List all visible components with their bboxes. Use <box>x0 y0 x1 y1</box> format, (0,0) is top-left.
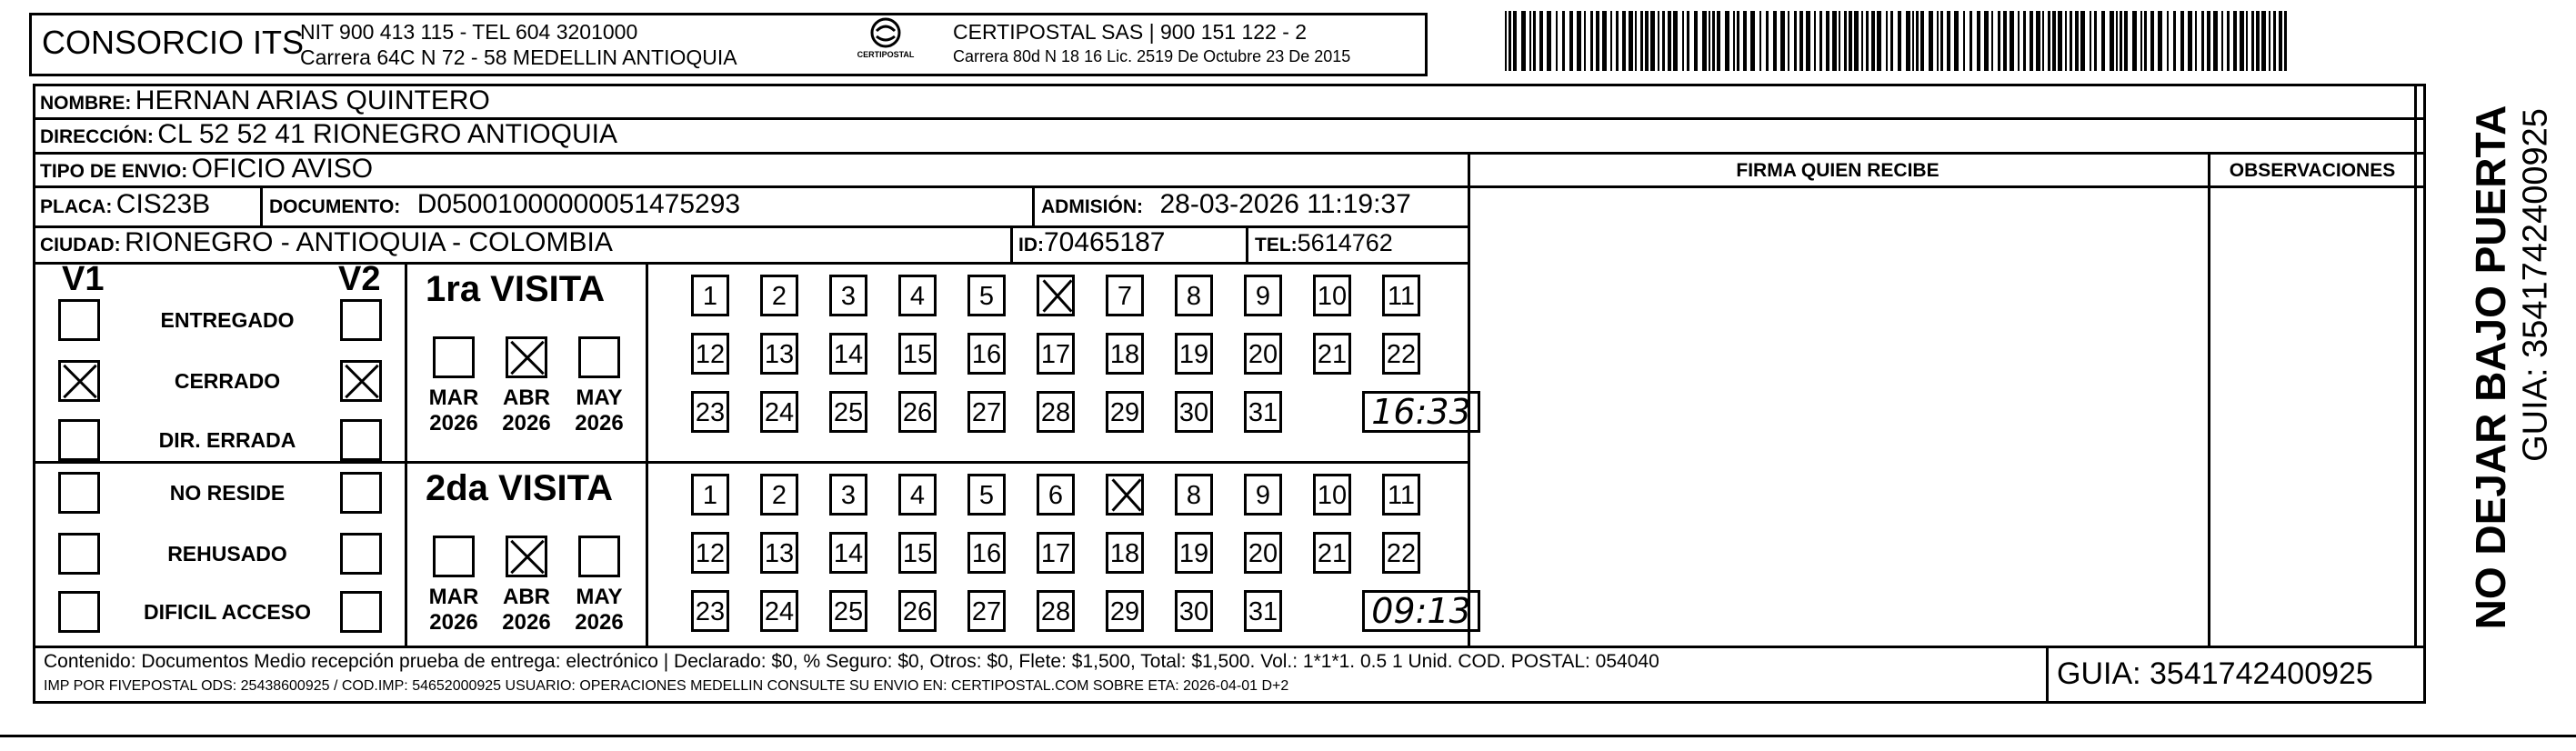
month-checkbox[interactable] <box>578 336 620 378</box>
barcode-bar <box>1556 11 1558 71</box>
month-label <box>422 585 486 636</box>
tipo-value: OFICIO AVISO <box>191 154 374 184</box>
month-name: ABR <box>503 386 550 410</box>
barcode-bar <box>2240 11 2244 71</box>
barcode-bar <box>2207 11 2210 71</box>
month-year: 2026 <box>575 411 624 436</box>
day-box[interactable]: 10 <box>1313 474 1351 516</box>
day-box[interactable]: 8 <box>1175 275 1213 316</box>
day-box[interactable]: 17 <box>1037 333 1075 375</box>
v2-checkbox[interactable] <box>340 472 382 514</box>
day-box[interactable]: 13 <box>760 333 798 375</box>
barcode-bar <box>1529 11 1531 71</box>
barcode-bar <box>2144 11 2147 71</box>
day-box[interactable]: 15 <box>898 333 937 375</box>
v2-checkbox[interactable] <box>340 533 382 575</box>
barcode-bar <box>2213 11 2218 71</box>
documento-value: D05001000000051475293 <box>416 189 741 219</box>
day-box[interactable]: 30 <box>1175 391 1213 433</box>
day-box[interactable]: 2 <box>760 275 798 316</box>
month-year: 2026 <box>502 610 551 635</box>
day-box[interactable]: 1 <box>691 275 729 316</box>
barcode-bar <box>1937 11 1939 71</box>
barcode-bar <box>1984 11 1989 71</box>
barcode <box>1505 11 2287 71</box>
day-box[interactable]: 25 <box>829 391 867 433</box>
v1-checkbox[interactable] <box>58 472 100 514</box>
barcode-bar <box>1584 11 1586 71</box>
day-box[interactable]: 27 <box>967 391 1006 433</box>
barcode-bar <box>2132 11 2137 71</box>
barcode-bar <box>1780 11 1785 71</box>
barcode-bar <box>1596 11 1599 71</box>
barcode-bar <box>2279 11 2282 71</box>
v2-checkbox[interactable] <box>340 419 382 461</box>
v1-checkbox[interactable] <box>58 299 100 341</box>
barcode-bar <box>1871 11 1875 71</box>
barcode-bar <box>1890 11 1893 71</box>
day-box[interactable]: 12 <box>691 532 729 574</box>
day-box[interactable]: 30 <box>1175 590 1213 632</box>
documento-row <box>269 189 740 220</box>
barcode-bar <box>1814 11 1816 71</box>
month-label <box>567 585 631 636</box>
tel-row <box>1255 229 1393 257</box>
barcode-bar <box>1539 11 1543 71</box>
month-checkbox[interactable] <box>433 536 475 577</box>
barcode-bar <box>2036 11 2040 71</box>
barcode-bar <box>2124 11 2128 71</box>
barcode-bar <box>1844 11 1847 71</box>
v2-label: V2 <box>338 260 381 298</box>
footer-guia: GUIA: 3541742400925 <box>2057 656 2373 691</box>
barcode-bar <box>2261 11 2266 71</box>
tel-label: TEL: <box>1255 235 1298 255</box>
day-box[interactable]: 18 <box>1106 333 1144 375</box>
v2-checkbox[interactable] <box>340 299 382 341</box>
day-box[interactable]: 23 <box>691 391 729 433</box>
month-checkbox[interactable] <box>578 536 620 577</box>
day-box[interactable]: 8 <box>1175 474 1213 516</box>
placa-row <box>40 189 210 220</box>
barcode-bar <box>2058 11 2062 71</box>
month-name: ABR <box>503 585 550 609</box>
barcode-bar <box>2048 11 2050 71</box>
barcode-bar <box>1650 11 1655 71</box>
ciudad-value: RIONEGRO - ANTIOQUIA - COLOMBIA <box>125 227 613 257</box>
day-box[interactable]: 15 <box>898 532 937 574</box>
month-name: MAR <box>428 585 479 609</box>
barcode-bar <box>1640 11 1643 71</box>
visit-time: 09:13 <box>1362 590 1480 632</box>
address-line: Carrera 64C N 72 - 58 MEDELLIN ANTIOQUIA <box>300 45 737 69</box>
barcode-bar <box>2094 11 2097 71</box>
ciudad-row <box>40 227 613 258</box>
day-box[interactable] <box>1037 275 1075 316</box>
barcode-bar <box>1819 11 1822 71</box>
status-label: CERRADO <box>174 369 281 393</box>
barcode-bar <box>2075 11 2079 71</box>
v1-checkbox[interactable] <box>58 419 100 461</box>
tel-value: 5614762 <box>1297 229 1393 256</box>
day-box[interactable]: 4 <box>898 474 937 516</box>
barcode-bar <box>1712 11 1715 71</box>
day-box[interactable]: 17 <box>1037 532 1075 574</box>
nombre-row <box>40 85 490 116</box>
barcode-bar <box>1773 11 1777 71</box>
day-box[interactable]: 27 <box>967 590 1006 632</box>
day-box[interactable]: 31 <box>1244 590 1282 632</box>
direccion-value: CL 52 52 41 RIONEGRO ANTIOQUIA <box>157 119 618 149</box>
observaciones-header: OBSERVACIONES <box>2229 160 2396 181</box>
barcode-bar <box>1839 11 1840 71</box>
barcode-bar <box>1766 11 1769 71</box>
day-box[interactable]: 12 <box>691 333 729 375</box>
certipostal-logo <box>853 16 918 62</box>
barcode-bar <box>2246 11 2248 71</box>
barcode-bar <box>2003 11 2007 71</box>
barcode-bar <box>2251 11 2254 71</box>
barcode-bar <box>1799 11 1803 71</box>
barcode-bar <box>1569 11 1573 71</box>
barcode-bar <box>1998 11 2000 71</box>
barcode-bar <box>1702 11 1707 71</box>
day-box[interactable]: 3 <box>829 474 867 516</box>
day-box[interactable]: 16 <box>967 532 1006 574</box>
barcode-bar <box>1743 11 1747 71</box>
barcode-bar <box>1610 11 1612 71</box>
v1-label: V1 <box>62 260 105 298</box>
barcode-bar <box>1806 11 1810 71</box>
footer-imp: IMP POR FIVEPOSTAL ODS: 25438600925 / COD.IMP: 54652000925 USUARIO: OPERACIONES MEDELLIN CONSULTE SU ENVIO EN: CERTIPOSTAL.COM SOBRE ETA: 2026-04-01 D+2 <box>44 678 1289 694</box>
day-box[interactable]: 9 <box>1244 275 1282 316</box>
barcode-bar <box>2221 11 2223 71</box>
barcode-bar <box>1737 11 1739 71</box>
barcode-bar <box>1682 11 1684 71</box>
logo-caption: CERTIPOSTAL <box>857 50 915 59</box>
day-box[interactable]: 23 <box>691 590 729 632</box>
barcode-bar <box>2042 11 2044 71</box>
visit-title: 1ra VISITA <box>426 269 606 309</box>
barcode-bar <box>2030 11 2033 71</box>
barcode-bar <box>1562 11 1565 71</box>
barcode-bar <box>2120 11 2122 71</box>
barcode-bar <box>2018 11 2020 71</box>
barcode-bar <box>2052 11 2056 71</box>
id-value: 70465187 <box>1044 227 1166 257</box>
barcode-bar <box>2180 11 2184 71</box>
barcode-bar <box>1916 11 1919 71</box>
tipo-label: TIPO DE ENVIO: <box>40 161 188 182</box>
day-box[interactable]: 28 <box>1037 391 1075 433</box>
tipo-row <box>40 154 373 185</box>
day-box[interactable]: 25 <box>829 590 867 632</box>
barcode-bar <box>1991 11 1993 71</box>
barcode-bar <box>2110 11 2114 71</box>
day-box[interactable]: 7 <box>1106 275 1144 316</box>
barcode-bar <box>1954 11 1959 71</box>
license-line: Carrera 80d N 18 16 Lic. 2519 De Octubre 23 De 2015 <box>953 47 1351 65</box>
day-box[interactable]: 24 <box>760 391 798 433</box>
barcode-bar <box>1717 11 1720 71</box>
footer-contenido: Contenido: Documentos Medio recepción prueba de entrega: electrónico | Declarado: $0, % Seguro: $0, Otros: $0, Flete: $1,500, Total: $1,500. Vol.: 1*1*1. 0.5 1 Unid. COD. POSTAL: 054040 <box>44 651 1659 672</box>
barcode-bar <box>2090 11 2091 71</box>
barcode-bar <box>2167 11 2169 71</box>
nit-line: NIT 900 413 115 - TEL 604 3201000 <box>300 20 638 44</box>
barcode-bar <box>1687 11 1689 71</box>
v2-checkbox[interactable] <box>340 360 382 402</box>
id-label: ID: <box>1018 235 1044 255</box>
barcode-bar <box>1645 11 1649 71</box>
admision-label: ADMISIÓN: <box>1041 196 1143 217</box>
barcode-bar <box>2023 11 2026 71</box>
documento-label: DOCUMENTO: <box>269 196 401 217</box>
day-box[interactable]: 26 <box>898 391 937 433</box>
month-year: 2026 <box>429 610 478 635</box>
firma-header: FIRMA QUIEN RECIBE <box>1736 160 1940 181</box>
direccion-label: DIRECCIÓN: <box>40 126 154 147</box>
month-name: MAY <box>576 386 623 410</box>
barcode-bar <box>1513 11 1517 71</box>
barcode-bar <box>2010 11 2014 71</box>
barcode-bar <box>1947 11 1950 71</box>
placa-value: CIS23B <box>115 189 211 219</box>
id-row <box>1018 227 1165 258</box>
day-box[interactable]: 21 <box>1313 333 1351 375</box>
admision-value: 28-03-2026 11:19:37 <box>1159 189 1411 219</box>
barcode-bar <box>1662 11 1665 71</box>
barcode-bar <box>1886 11 1888 71</box>
barcode-bar <box>1832 11 1837 71</box>
barcode-bar <box>2273 11 2276 71</box>
v1-checkbox[interactable] <box>58 533 100 575</box>
barcode-bar <box>1505 11 1507 71</box>
day-box[interactable]: 6 <box>1037 474 1075 516</box>
month-checkbox[interactable] <box>433 336 475 378</box>
day-box[interactable]: 26 <box>898 590 937 632</box>
barcode-bar <box>1912 11 1914 71</box>
barcode-bar <box>1750 11 1755 71</box>
barcode-bar <box>1733 11 1735 71</box>
barcode-bar <box>1794 11 1797 71</box>
month-year: 2026 <box>575 610 624 635</box>
day-box[interactable]: 28 <box>1037 590 1075 632</box>
barcode-bar <box>1759 11 1761 71</box>
day-box[interactable]: 14 <box>829 333 867 375</box>
barcode-bar <box>1547 11 1551 71</box>
barcode-bar <box>2080 11 2085 71</box>
day-box[interactable]: 14 <box>829 532 867 574</box>
day-box[interactable] <box>1106 474 1144 516</box>
barcode-bar <box>1694 11 1698 71</box>
barcode-bar <box>2065 11 2067 71</box>
barcode-bar <box>1635 11 1637 71</box>
day-box[interactable]: 19 <box>1175 532 1213 574</box>
barcode-bar <box>2256 11 2260 71</box>
barcode-bar <box>2116 11 2118 71</box>
month-checkbox[interactable] <box>506 336 547 378</box>
barcode-bar <box>2158 11 2162 71</box>
v1-checkbox[interactable] <box>58 360 100 402</box>
barcode-bar <box>2150 11 2154 71</box>
barcode-bar <box>1658 11 1659 71</box>
day-box[interactable]: 5 <box>967 474 1006 516</box>
certipostal-logo-icon <box>867 16 904 49</box>
barcode-bar <box>1866 11 1869 71</box>
admision-row <box>1041 189 1411 220</box>
month-label <box>495 585 558 636</box>
barcode-bar <box>1622 11 1626 71</box>
side-line2: GUIA: 3541742400925 <box>2516 108 2555 462</box>
barcode-bar <box>2188 11 2192 71</box>
barcode-bar <box>1898 11 1901 71</box>
barcode-bar <box>2101 11 2105 71</box>
v1-checkbox[interactable] <box>58 591 100 633</box>
day-box[interactable]: 1 <box>691 474 729 516</box>
barcode-bar <box>1963 11 1965 71</box>
barcode-bar <box>2284 11 2287 71</box>
day-box[interactable]: 19 <box>1175 333 1213 375</box>
side-notice <box>2414 84 2569 646</box>
barcode-bar <box>1849 11 1852 71</box>
barcode-bar <box>1977 11 1980 71</box>
barcode-bar <box>1970 11 1972 71</box>
nombre-label: NOMBRE: <box>40 93 132 114</box>
day-box[interactable]: 2 <box>760 474 798 516</box>
day-box[interactable]: 4 <box>898 275 937 316</box>
month-name: MAR <box>428 386 479 410</box>
day-box[interactable]: 11 <box>1382 474 1420 516</box>
month-checkbox[interactable] <box>506 536 547 577</box>
month-label <box>495 386 558 436</box>
status-label: DIFICIL ACCESO <box>143 600 311 624</box>
barcode-bar <box>1920 11 1924 71</box>
status-label: ENTREGADO <box>160 308 295 332</box>
day-box[interactable]: 16 <box>967 333 1006 375</box>
day-box[interactable]: 3 <box>829 275 867 316</box>
day-box[interactable]: 18 <box>1106 532 1144 574</box>
barcode-bar <box>1725 11 1729 71</box>
day-box[interactable]: 22 <box>1382 333 1420 375</box>
day-box[interactable]: 31 <box>1244 391 1282 433</box>
barcode-bar <box>1602 11 1607 71</box>
visit-title: 2da VISITA <box>426 468 613 508</box>
day-box[interactable]: 22 <box>1382 532 1420 574</box>
day-box[interactable]: 13 <box>760 532 798 574</box>
barcode-bar <box>1929 11 1933 71</box>
month-name: MAY <box>576 585 623 609</box>
barcode-bar <box>2233 11 2237 71</box>
barcode-bar <box>2227 11 2230 71</box>
month-label <box>422 386 486 436</box>
barcode-bar <box>1826 11 1829 71</box>
barcode-bar <box>1616 11 1619 71</box>
barcode-bar <box>1940 11 1943 71</box>
barcode-bar <box>1709 11 1710 71</box>
barcode-bar <box>1509 11 1511 71</box>
direccion-row <box>40 119 617 150</box>
barcode-bar <box>2070 11 2072 71</box>
day-box[interactable]: 29 <box>1106 590 1144 632</box>
barcode-bar <box>1861 11 1863 71</box>
barcode-bar <box>1906 11 1910 71</box>
barcode-bar <box>2195 11 2197 71</box>
barcode-bar <box>2140 11 2142 71</box>
barcode-bar <box>1533 11 1536 71</box>
barcode-bar <box>1877 11 1881 71</box>
v2-checkbox[interactable] <box>340 591 382 633</box>
side-line1: NO DEJAR BAJO PUERTA <box>2467 105 2514 630</box>
ciudad-label: CIUDAD: <box>40 235 121 255</box>
day-box[interactable]: 20 <box>1244 333 1282 375</box>
visit-time: 16:33 <box>1362 391 1480 433</box>
certipostal-line: CERTIPOSTAL SAS | 900 151 122 - 2 <box>953 20 1308 44</box>
barcode-bar <box>1521 11 1526 71</box>
day-box[interactable]: 11 <box>1382 275 1420 316</box>
barcode-bar <box>1788 11 1789 71</box>
day-box[interactable]: 29 <box>1106 391 1144 433</box>
day-box[interactable]: 20 <box>1244 532 1282 574</box>
barcode-bar <box>2269 11 2270 71</box>
barcode-bar <box>1673 11 1678 71</box>
status-label: DIR. ERRADA <box>158 428 296 452</box>
month-year: 2026 <box>429 411 478 436</box>
barcode-bar <box>2173 11 2176 71</box>
placa-label: PLACA: <box>40 196 113 217</box>
barcode-bar <box>1590 11 1593 71</box>
day-box[interactable]: 21 <box>1313 532 1351 574</box>
nombre-value: HERNAN ARIAS QUINTERO <box>135 85 490 115</box>
barcode-bar <box>1854 11 1859 71</box>
day-box[interactable]: 9 <box>1244 474 1282 516</box>
day-box[interactable]: 24 <box>760 590 798 632</box>
company-name: CONSORCIO ITS <box>42 24 305 61</box>
day-box[interactable]: 5 <box>967 275 1006 316</box>
barcode-bar <box>1668 11 1671 71</box>
barcode-bar <box>2201 11 2204 71</box>
status-label: REHUSADO <box>167 542 287 566</box>
day-box[interactable]: 10 <box>1313 275 1351 316</box>
barcode-bar <box>1577 11 1581 71</box>
status-label: NO RESIDE <box>169 481 286 505</box>
month-label <box>567 386 631 436</box>
month-year: 2026 <box>502 411 551 436</box>
barcode-bar <box>1629 11 1633 71</box>
